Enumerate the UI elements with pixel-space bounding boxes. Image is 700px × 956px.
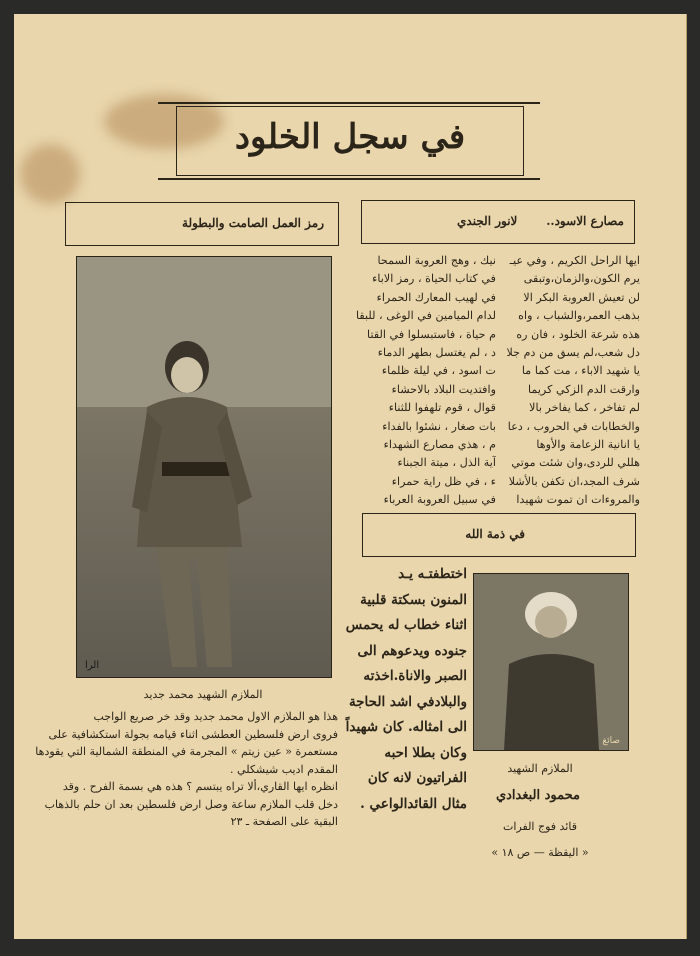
right-section-header [361, 200, 635, 244]
obituary-line: مثال القائدالواعي . [360, 795, 467, 812]
main-article-text [35, 708, 338, 848]
poem-column-right [500, 252, 640, 517]
poem-line: هذه شرعة الخلود ، فان ره [516, 327, 640, 341]
left-section-header [65, 202, 339, 246]
photo-signature-small: صائغ [602, 736, 620, 746]
poem-line: في لهيب المعارك الحمراء [376, 290, 496, 304]
obituary-line: وكان بطلا احبه [384, 744, 467, 761]
article-line: انظره ايها القاري،ألا تراه يبتسم ؟ هذه هي بسمة الفرح . وقد [62, 780, 338, 793]
poem-line: يرم الكون،والزمان،وتبقى [523, 272, 640, 286]
main-caption: الملازم الشهيد محمد جديد [143, 688, 263, 701]
stain [20, 144, 80, 204]
left-header-text: رمز العمل الصامت والبطولة [182, 216, 324, 230]
mid-header-text: في ذمة الله [465, 527, 525, 541]
poem-line: ايها الراحل الكريم ، وفي عيـ [509, 254, 640, 267]
poem-line: آية الذل ، ميتة الجبناء [397, 456, 496, 470]
obituary-line: والبلادفي اشد الحاجة [348, 693, 467, 710]
obituary-line: الى امثاله. كان شهيداً [345, 719, 467, 735]
poem-line: لدام الميامين في الوغى ، للبقا [356, 309, 496, 323]
poem-line: لم تفاخر ، كما يفاخر بالا [529, 401, 640, 415]
poem-line: شرف المجد،ان تكفن بالأشلا [508, 474, 640, 488]
poem-line: في سبيل العروبة العرباء [383, 493, 496, 507]
poem-line: د ، لم يغتسل بطهر الدماء [377, 346, 496, 360]
poem-line: وارقت الدم الزكي كريما [527, 382, 640, 396]
poem-line: م ، هذي مصارع الشهداء [383, 438, 496, 452]
poem-line: لن تعيش العروبة البكر الا [523, 290, 640, 304]
poem-title: مصارع الاسود.. [546, 214, 624, 228]
poem-line: في كتاب الحياة ، رمز الاباء [372, 272, 496, 286]
title-rule [158, 178, 540, 180]
small-caption-rank: قائد فوج الفرات [503, 820, 577, 833]
article-line: المقدم اديب شيشكلي . [230, 762, 338, 776]
obituary-line: المنون بسكتة قلبية [360, 591, 467, 608]
poem-line: بات صغار ، نشئوا بالفداء [382, 419, 496, 433]
small-caption-source: « اليقظة — ص ١٨ » [491, 846, 589, 859]
poem-line: نيك ، وهج العروبة السمحا [377, 254, 496, 267]
poem-line: والخطابات في الحروب ، دعا [507, 419, 640, 433]
obituary-line: اثناء خطاب له يحمس [345, 617, 467, 633]
obituary-line: اختطفتـه يـد [398, 566, 467, 582]
poem-line: ت اسود ، في ليلة ظلماء [381, 364, 496, 378]
title-box [176, 106, 524, 176]
article-line: هذا هو الملازم الاول محمد جديد وقد خر صريع الواجب [93, 710, 338, 723]
poem-line: وافتديت البلاد بالاحشاء [391, 382, 496, 396]
article-line: دخل قلب الملازم ساعة وصل ارض فلسطين بعد ان حلم بالذهاب [44, 797, 338, 811]
poem-line: هللي للردى،وان شئت موتي [511, 456, 640, 470]
poem-line: ء ، في ظل راية حمراء [391, 474, 496, 488]
poem-line: م حياة ، فاستبسلوا في القتا [367, 327, 496, 341]
obituary-text [345, 562, 467, 842]
poem-column-left [356, 252, 496, 517]
article-line: مستعمرة « عين زيتم » المجرمة في المنطقة الشمالية التي يقودها [35, 745, 338, 758]
photo-signature: الرا [85, 660, 100, 671]
page-title: في سجل الخلود [234, 117, 466, 157]
main-photo [76, 256, 332, 678]
poem-line: والمروءات ان تموت شهيدا [516, 493, 640, 507]
obituary-line: جنوده ويدعوهم الى [357, 642, 467, 659]
small-photo [473, 573, 629, 751]
obituary-line: الصبر والاناة.اخذته [363, 668, 467, 684]
article-line: البقية على الصفحة ـ ٢٣ [230, 815, 338, 828]
obituary-line: الفراتيون لانه كان [367, 770, 467, 786]
small-caption-line: الملازم الشهيد [507, 762, 573, 775]
title-rule [158, 102, 540, 104]
poem-author: لانور الجندي [457, 214, 518, 228]
small-caption-name: محمود البغدادي [495, 788, 581, 803]
poem-line: دل شعب،لم يسق من دم جلا [506, 346, 640, 360]
poem-line: يا انانية الزعامة والأوها [536, 438, 640, 452]
mid-section-header [362, 513, 636, 557]
poem-line: قوال ، قوم تلهفوا للثناء [388, 401, 496, 415]
poem-line: يا شهيد الاباء ، مت كما ما [521, 364, 640, 378]
poem-line: بذهب العمر،والشباب ، واه [518, 309, 640, 323]
article-line: فروى ارض فلسطين العطشى اثناء قيامه بجولة استكشافية على [48, 727, 338, 741]
